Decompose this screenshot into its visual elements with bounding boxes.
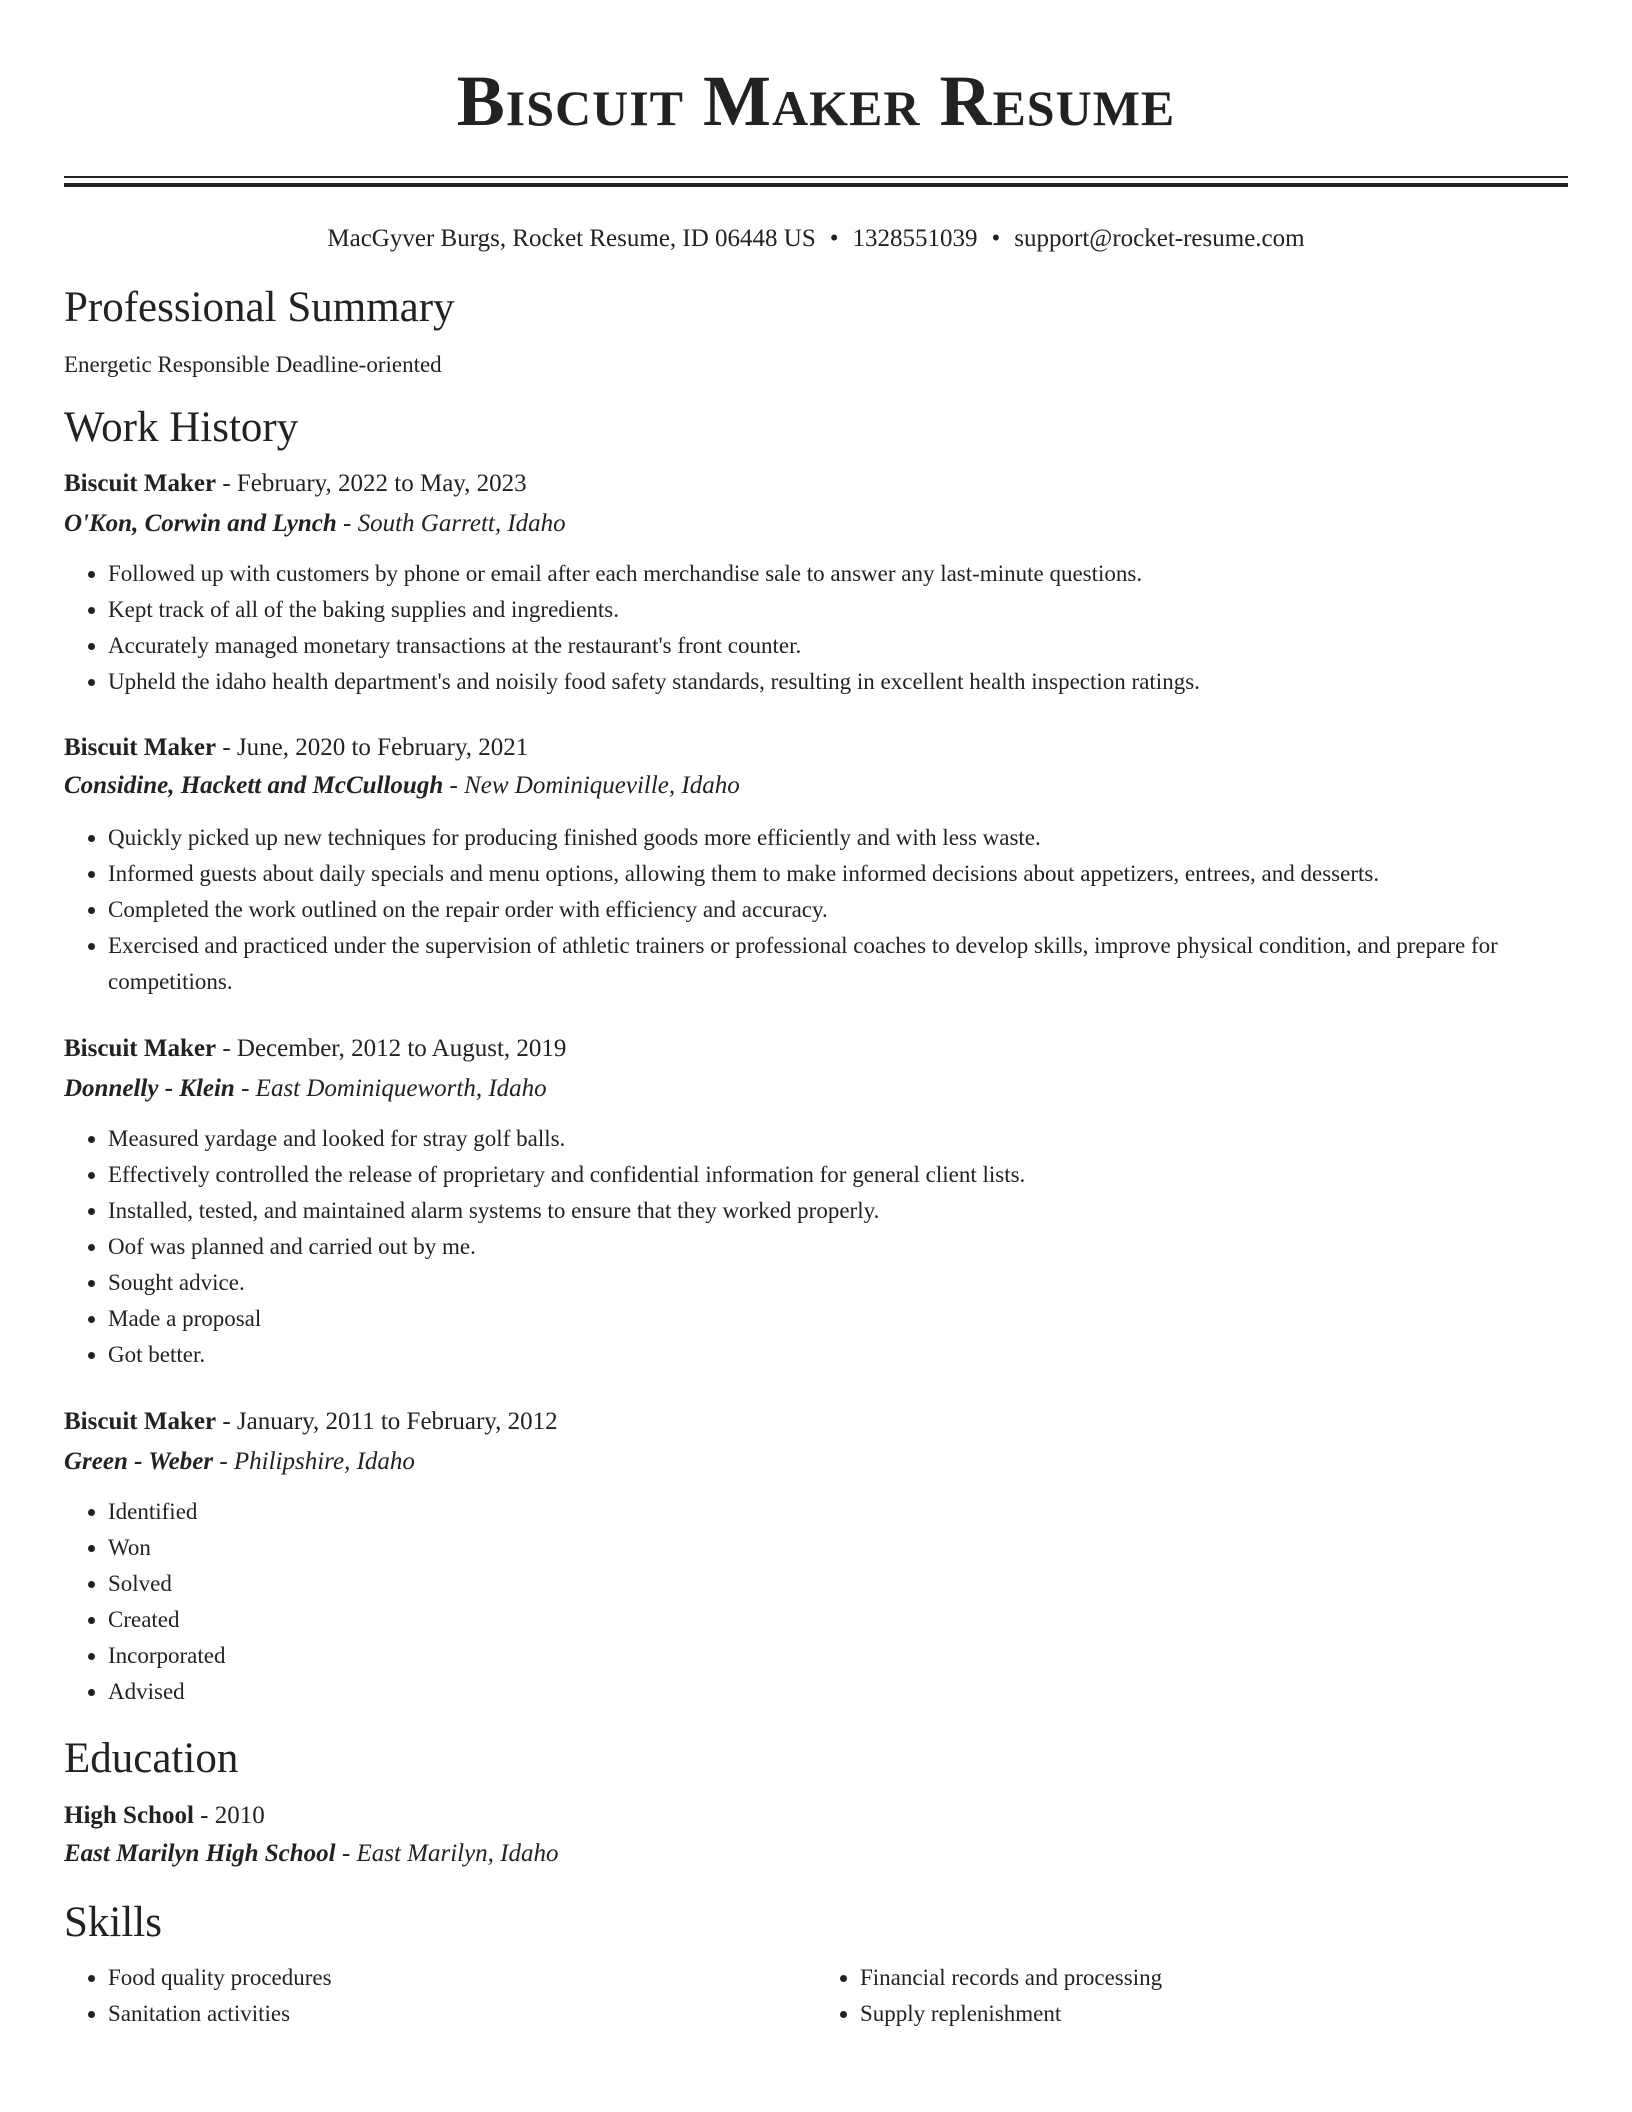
- resume-title: Biscuit Maker Resume: [456, 61, 1176, 141]
- education-degree-line: [64, 1798, 1568, 1834]
- job-dates: December, 2012 to August, 2019: [236, 1035, 567, 1062]
- skills-heading: Skills: [64, 1899, 162, 1946]
- job-dates: June, 2020 to February, 2021: [236, 734, 529, 761]
- dash: -: [216, 470, 237, 497]
- job-bullet: • Quickly picked up new techniques for producing finished goods more efficiently and with less waste.: [108, 820, 1568, 856]
- contact-address: MacGyver Burgs, Rocket Resume, ID 06448 US: [327, 225, 816, 252]
- job-bullet: • Kept track of all of the baking supplies and ingredients.: [108, 592, 1568, 628]
- dash: -: [336, 510, 358, 537]
- dash: -: [216, 1035, 237, 1062]
- job-bullet: • Advised: [108, 1674, 1568, 1710]
- education-school-line: [64, 1836, 1568, 1872]
- education-location: East Marilyn, Idaho: [356, 1840, 559, 1867]
- job-bullet: • Informed guests about daily specials and menu options, allowing them to make informed decisions about appetizers, entrees, and desserts.: [108, 856, 1568, 892]
- work-history-heading: Work History: [64, 404, 299, 451]
- skills-column-right: [816, 1960, 1568, 2032]
- education-entry: [64, 1798, 1568, 1872]
- job-company-line: [64, 1444, 1568, 1480]
- job-dates: February, 2022 to May, 2023: [236, 470, 527, 497]
- education-school: East Marilyn High School: [64, 1840, 336, 1867]
- summary-heading: Professional Summary: [64, 284, 455, 331]
- job-bullet: • Oof was planned and carried out by me.: [108, 1229, 1568, 1265]
- job-title-line: [64, 730, 1568, 766]
- job-title-line: [64, 1031, 1568, 1067]
- dash: -: [216, 1408, 237, 1435]
- skill-item: • Food quality procedures: [108, 1960, 816, 1996]
- job-company: Considine, Hackett and McCullough: [64, 772, 444, 799]
- education-heading: Education: [64, 1735, 239, 1782]
- contact-line: [64, 222, 1568, 256]
- summary-text: Energetic Responsible Deadline-oriented: [64, 352, 442, 377]
- job-bullet: • Made a proposal: [108, 1301, 1568, 1337]
- dash: -: [193, 1802, 215, 1829]
- job-company: Donnelly - Klein: [64, 1075, 235, 1102]
- job-location: East Dominiqueworth, Idaho: [255, 1075, 547, 1102]
- job-title-line: [64, 1404, 1568, 1440]
- contact-separator: •: [829, 225, 839, 252]
- job-bullet: • Measured yardage and looked for stray golf balls.: [108, 1121, 1568, 1157]
- skills-column-left: [64, 1960, 816, 2032]
- job-company-line: [64, 768, 1568, 804]
- dash: -: [234, 1075, 256, 1102]
- job-bullet: • Got better.: [108, 1337, 1568, 1373]
- title-divider: [64, 176, 1568, 187]
- dash: -: [443, 772, 465, 799]
- job-location: Philipshire, Idaho: [233, 1448, 415, 1475]
- job-bullet: • Completed the work outlined on the repair order with efficiency and accuracy.: [108, 892, 1568, 928]
- contact-phone: 1328551039: [852, 225, 978, 252]
- job-bullet: • Effectively controlled the release of proprietary and confidential information for general client lists.: [108, 1157, 1568, 1193]
- job-dates: January, 2011 to February, 2012: [236, 1408, 558, 1435]
- dash: -: [213, 1448, 234, 1475]
- job-bullet: • Created: [108, 1602, 1568, 1638]
- job-bullet: • Won: [108, 1530, 1568, 1566]
- job-location: South Garrett, Idaho: [357, 510, 566, 537]
- job-bullet: • Incorporated: [108, 1638, 1568, 1674]
- dash: -: [216, 734, 237, 761]
- job-role: Biscuit Maker: [64, 1035, 217, 1062]
- job-bullet: • Accurately managed monetary transactions at the restaurant's front counter.: [108, 628, 1568, 664]
- education-degree: High School: [64, 1802, 194, 1829]
- contact-email: support@rocket-resume.com: [1014, 225, 1305, 252]
- job-bullet: • Exercised and practiced under the supervision of athletic trainers or professional coaches to develop skills, improve physical condition, and prepare for competitions.: [108, 928, 1568, 1000]
- skill-item: • Financial records and processing: [860, 1960, 1568, 1996]
- skill-item: • Sanitation activities: [108, 1996, 816, 2032]
- job-bullet: • Installed, tested, and maintained alarm systems to ensure that they worked properly.: [108, 1193, 1568, 1229]
- job-bullets: [64, 820, 1568, 1000]
- job-role: Biscuit Maker: [64, 470, 217, 497]
- job-bullets: [64, 556, 1568, 700]
- job-bullet: • Identified: [108, 1494, 1568, 1530]
- job-bullets: [64, 1494, 1568, 1710]
- education-year: 2010: [214, 1802, 265, 1829]
- job-entry: [64, 466, 1568, 700]
- dash: -: [335, 1840, 357, 1867]
- job-company-line: [64, 506, 1568, 542]
- job-bullets: [64, 1121, 1568, 1373]
- job-entry: [64, 1031, 1568, 1373]
- job-role: Biscuit Maker: [64, 1408, 217, 1435]
- job-bullet: • Followed up with customers by phone or email after each merchandise sale to answer any last-minute questions.: [108, 556, 1568, 592]
- job-company: O'Kon, Corwin and Lynch: [64, 510, 337, 537]
- skill-item: • Supply replenishment: [860, 1996, 1568, 2032]
- job-bullet: • Sought advice.: [108, 1265, 1568, 1301]
- job-company-line: [64, 1071, 1568, 1107]
- job-entry: [64, 1404, 1568, 1710]
- job-bullet: • Solved: [108, 1566, 1568, 1602]
- job-role: Biscuit Maker: [64, 734, 217, 761]
- job-company: Green - Weber: [64, 1448, 214, 1475]
- job-bullet: • Upheld the idaho health department's and noisily food safety standards, resulting in excellent health inspection ratings.: [108, 664, 1568, 700]
- job-location: New Dominiqueville, Idaho: [464, 772, 740, 799]
- job-title-line: [64, 466, 1568, 502]
- job-entry: [64, 730, 1568, 1000]
- skills-list: [64, 1960, 1568, 2032]
- contact-separator: •: [991, 225, 1001, 252]
